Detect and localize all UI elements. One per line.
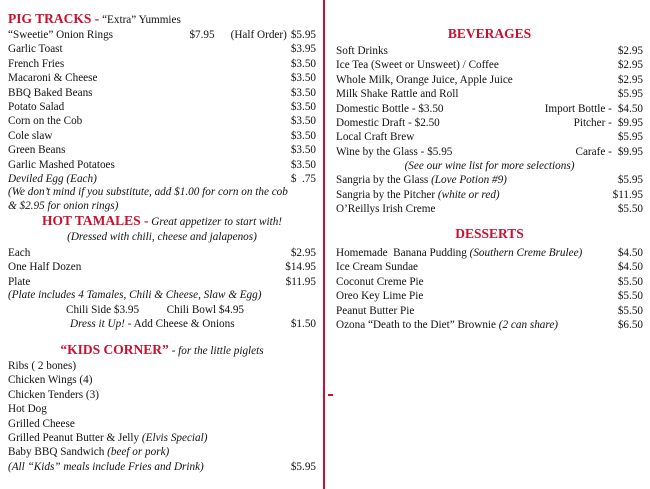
item-name: Green Beans: [8, 144, 66, 157]
dress-it-up-price: $1.50: [290, 318, 316, 331]
kids-footer-price: $5.95: [290, 460, 316, 473]
dress-it-up-row: [8, 317, 316, 331]
substitute-note-2: & $2.95 for onion rings): [8, 200, 119, 213]
item-name: Homemade Banana Pudding: [336, 247, 467, 259]
item-name: Ice Cream Sundae: [336, 261, 419, 274]
hot-tamales-items: [8, 246, 316, 289]
item-price: $6.50: [617, 319, 643, 332]
dessert-item-2: [336, 289, 643, 303]
menu-item-brownie: [336, 318, 643, 332]
beverage-item-2: [336, 73, 643, 87]
item-name: Sangria by the Pitcher: [336, 188, 436, 201]
item-name: Ozona “Death to the Diet” Brownie: [336, 319, 496, 332]
item-price: $14.95: [285, 261, 316, 274]
item-mid: Import Bottle -: [544, 102, 612, 115]
menu-item-oreillys: [336, 202, 643, 216]
item-name: Oreo Key Lime Pie: [336, 290, 424, 303]
dressed-note: (Dressed with chili, cheese and jalapenos): [67, 231, 257, 243]
kids-item-pbj: [8, 431, 316, 445]
menu-item-7: [8, 143, 316, 157]
item-name: Garlic Toast: [8, 43, 63, 56]
menu-item-5: [8, 114, 316, 128]
item-name: Baby BBQ Sandwich: [8, 446, 105, 459]
item-name: Grilled Peanut Butter & Jelly: [8, 432, 140, 445]
menu-item-6: [8, 129, 316, 143]
item-price: $5.95: [617, 88, 643, 101]
item-name: Peanut Butter Pie: [336, 304, 415, 317]
hot-tamales-title: HOT TAMALES -: [41, 213, 149, 228]
desserts-section: [336, 226, 643, 332]
item-price: $3.50: [290, 101, 316, 114]
kids-item-3: [8, 402, 316, 416]
item-name: “Sweetie” Onion Rings: [8, 29, 114, 41]
item-name: Hot Dog: [8, 403, 47, 416]
item-name: Macaroni & Cheese: [8, 72, 98, 85]
item-price: $9.95: [617, 117, 643, 130]
menu-item-0: [8, 42, 316, 56]
kids-items: [8, 359, 316, 431]
beverage-item-3: [336, 87, 643, 101]
item-price: $9.95: [617, 145, 643, 158]
item-name: Ice Tea (Sweet or Unsweet) / Coffee: [336, 59, 499, 72]
item-price: $2.95: [617, 73, 643, 86]
pig-tracks-section: [8, 11, 316, 214]
menu-item-4: [8, 100, 316, 114]
item-price: $7.95: [189, 29, 215, 41]
item-name: Each: [8, 247, 31, 259]
hot-tamales-section: [8, 213, 316, 332]
pig-tracks-items: [8, 42, 316, 172]
column-divider: [323, 0, 325, 489]
item-price: $3.50: [290, 158, 316, 171]
item-name: Ribs ( 2 bones): [8, 360, 77, 372]
item-name: Garlic Mashed Potatoes: [8, 158, 115, 171]
item-note: (white or red): [437, 188, 500, 201]
menu-item-8: [8, 158, 316, 172]
item-name: Cole slaw: [8, 129, 53, 142]
dress-it-up-rest: - Add Cheese & Onions: [124, 318, 235, 331]
menu-item-banana-pudding: [336, 246, 643, 260]
kids-item-4: [8, 417, 316, 431]
item-note: (2 can share): [498, 319, 559, 332]
item-note: (beef or pork): [107, 446, 170, 459]
kids-item-bbq: [8, 445, 316, 459]
item-price: $5.50: [617, 304, 643, 317]
item-name: O’Reillys Irish Creme: [336, 203, 436, 216]
item-price: $2.95: [617, 45, 643, 57]
dessert-items: [336, 260, 643, 318]
item-price: $11.95: [285, 275, 316, 288]
item-name: Milk Shake Rattle and Roll: [336, 88, 459, 101]
item-note: (Southern Creme Brulee): [469, 247, 583, 259]
item-price: $4.50: [617, 247, 643, 259]
item-price: $3.95: [290, 43, 316, 56]
kids-subtitle: - for the little piglets: [171, 345, 264, 357]
kids-title: “KIDS CORNER”: [60, 342, 169, 357]
item-price: $4.50: [617, 102, 643, 115]
kids-footer-note: (All “Kids” meals include Fries and Drink): [8, 460, 204, 473]
tamale-item-1: [8, 260, 316, 274]
beverage-items: [336, 44, 643, 102]
chili-side: Chili Side $3.95: [66, 303, 140, 316]
menu-item-1: [8, 57, 316, 71]
item-price: $3.50: [290, 72, 316, 85]
dessert-item-3: [336, 304, 643, 318]
item-name: Domestic Draft - $2.50: [336, 117, 440, 130]
item-name: Plate: [8, 275, 31, 288]
chili-row: [8, 303, 316, 317]
item-name: One Half Dozen: [8, 261, 82, 274]
menu-item-onion-rings: [8, 28, 316, 42]
chili-bowl: Chili Bowl $4.95: [166, 303, 245, 316]
menu-item-deviled-egg: [8, 172, 316, 186]
item-price: $11.95: [612, 188, 643, 201]
menu-item-local-craft: [336, 130, 643, 144]
desserts-title: DESSERTS: [455, 226, 524, 241]
menu-item-domestic-draft: [336, 116, 643, 130]
item-price: $3.50: [290, 115, 316, 128]
item-price: $5.50: [617, 290, 643, 303]
item-name: Sangria by the Glass: [336, 174, 429, 187]
hot-tamales-subtitle: Great appetizer to start with!: [151, 216, 283, 228]
half-order-label: (Half Order): [230, 29, 287, 41]
dress-it-up-label: Dress it Up!: [70, 318, 125, 331]
kids-heading: [8, 342, 316, 359]
pig-tracks-title: PIG TRACKS -: [8, 11, 100, 26]
half-order-price: $5.95: [290, 29, 316, 41]
item-name: Corn on the Cob: [8, 115, 83, 128]
pig-tracks-subtitle: “Extra” Yummies: [102, 14, 181, 26]
menu-item-sangria-pitcher: [336, 188, 643, 202]
item-price: $4.50: [617, 261, 643, 274]
item-price: $5.95: [617, 174, 643, 187]
item-price: $3.50: [290, 86, 316, 99]
item-mid: Pitcher -: [573, 117, 612, 130]
item-price: $2.95: [617, 59, 643, 72]
item-note: (Love Potion #9): [431, 174, 507, 187]
item-name: Grilled Cheese: [8, 417, 75, 430]
wine-note: (See our wine list for more selections): [404, 160, 575, 173]
item-name: Coconut Creme Pie: [336, 275, 424, 288]
divider-tick: [328, 394, 333, 396]
tamale-item-0: [8, 246, 316, 260]
item-price: $5.50: [617, 203, 643, 216]
item-name: French Fries: [8, 57, 65, 70]
hot-tamales-heading: [8, 213, 316, 230]
item-name: Wine by the Glass - $5.95: [336, 145, 453, 158]
substitute-note-1: (We don’t mind if you substitute, add $1.00 for corn on the cob: [8, 186, 288, 199]
item-price: $3.50: [290, 129, 316, 142]
beverages-title: BEVERAGES: [447, 26, 532, 41]
menu-item-sangria-glass: [336, 173, 643, 187]
menu-item-domestic-bottle: [336, 102, 643, 116]
item-price: $ .75: [290, 173, 316, 186]
item-price: $5.50: [617, 275, 643, 288]
plate-note: (Plate includes 4 Tamales, Chili & Cheese, Slaw & Egg): [8, 289, 262, 302]
pig-tracks-heading: [8, 11, 316, 28]
item-name: Soft Drinks: [336, 45, 388, 57]
item-name: BBQ Baked Beans: [8, 86, 93, 99]
item-name: Whole Milk, Orange Juice, Apple Juice: [336, 73, 513, 86]
item-price: $3.50: [290, 57, 316, 70]
kids-footer: [8, 460, 316, 474]
item-price: $5.95: [617, 131, 643, 144]
dessert-item-0: [336, 260, 643, 274]
item-name: Chicken Wings (4): [8, 374, 93, 387]
item-name: Deviled Egg (Each): [8, 173, 97, 186]
tamale-item-2: [8, 275, 316, 289]
beverage-item-1: [336, 58, 643, 72]
beverage-item-0: [336, 44, 643, 58]
kids-item-2: [8, 388, 316, 402]
item-note: (Elvis Special): [141, 432, 208, 445]
item-name: Local Craft Brew: [336, 131, 415, 144]
menu-item-2: [8, 71, 316, 85]
menu-item-3: [8, 86, 316, 100]
kids-corner-section: [8, 342, 316, 474]
kids-item-1: [8, 373, 316, 387]
item-price: $3.50: [290, 144, 316, 157]
item-price: $2.95: [290, 247, 316, 259]
item-name: Domestic Bottle - $3.50: [336, 102, 444, 115]
dessert-item-1: [336, 275, 643, 289]
item-mid: Carafe -: [575, 145, 612, 158]
item-name: Potato Salad: [8, 101, 65, 114]
kids-item-0: [8, 359, 316, 373]
menu-item-wine: [336, 145, 643, 159]
item-name: Chicken Tenders (3): [8, 388, 99, 401]
beverages-section: [336, 26, 643, 216]
